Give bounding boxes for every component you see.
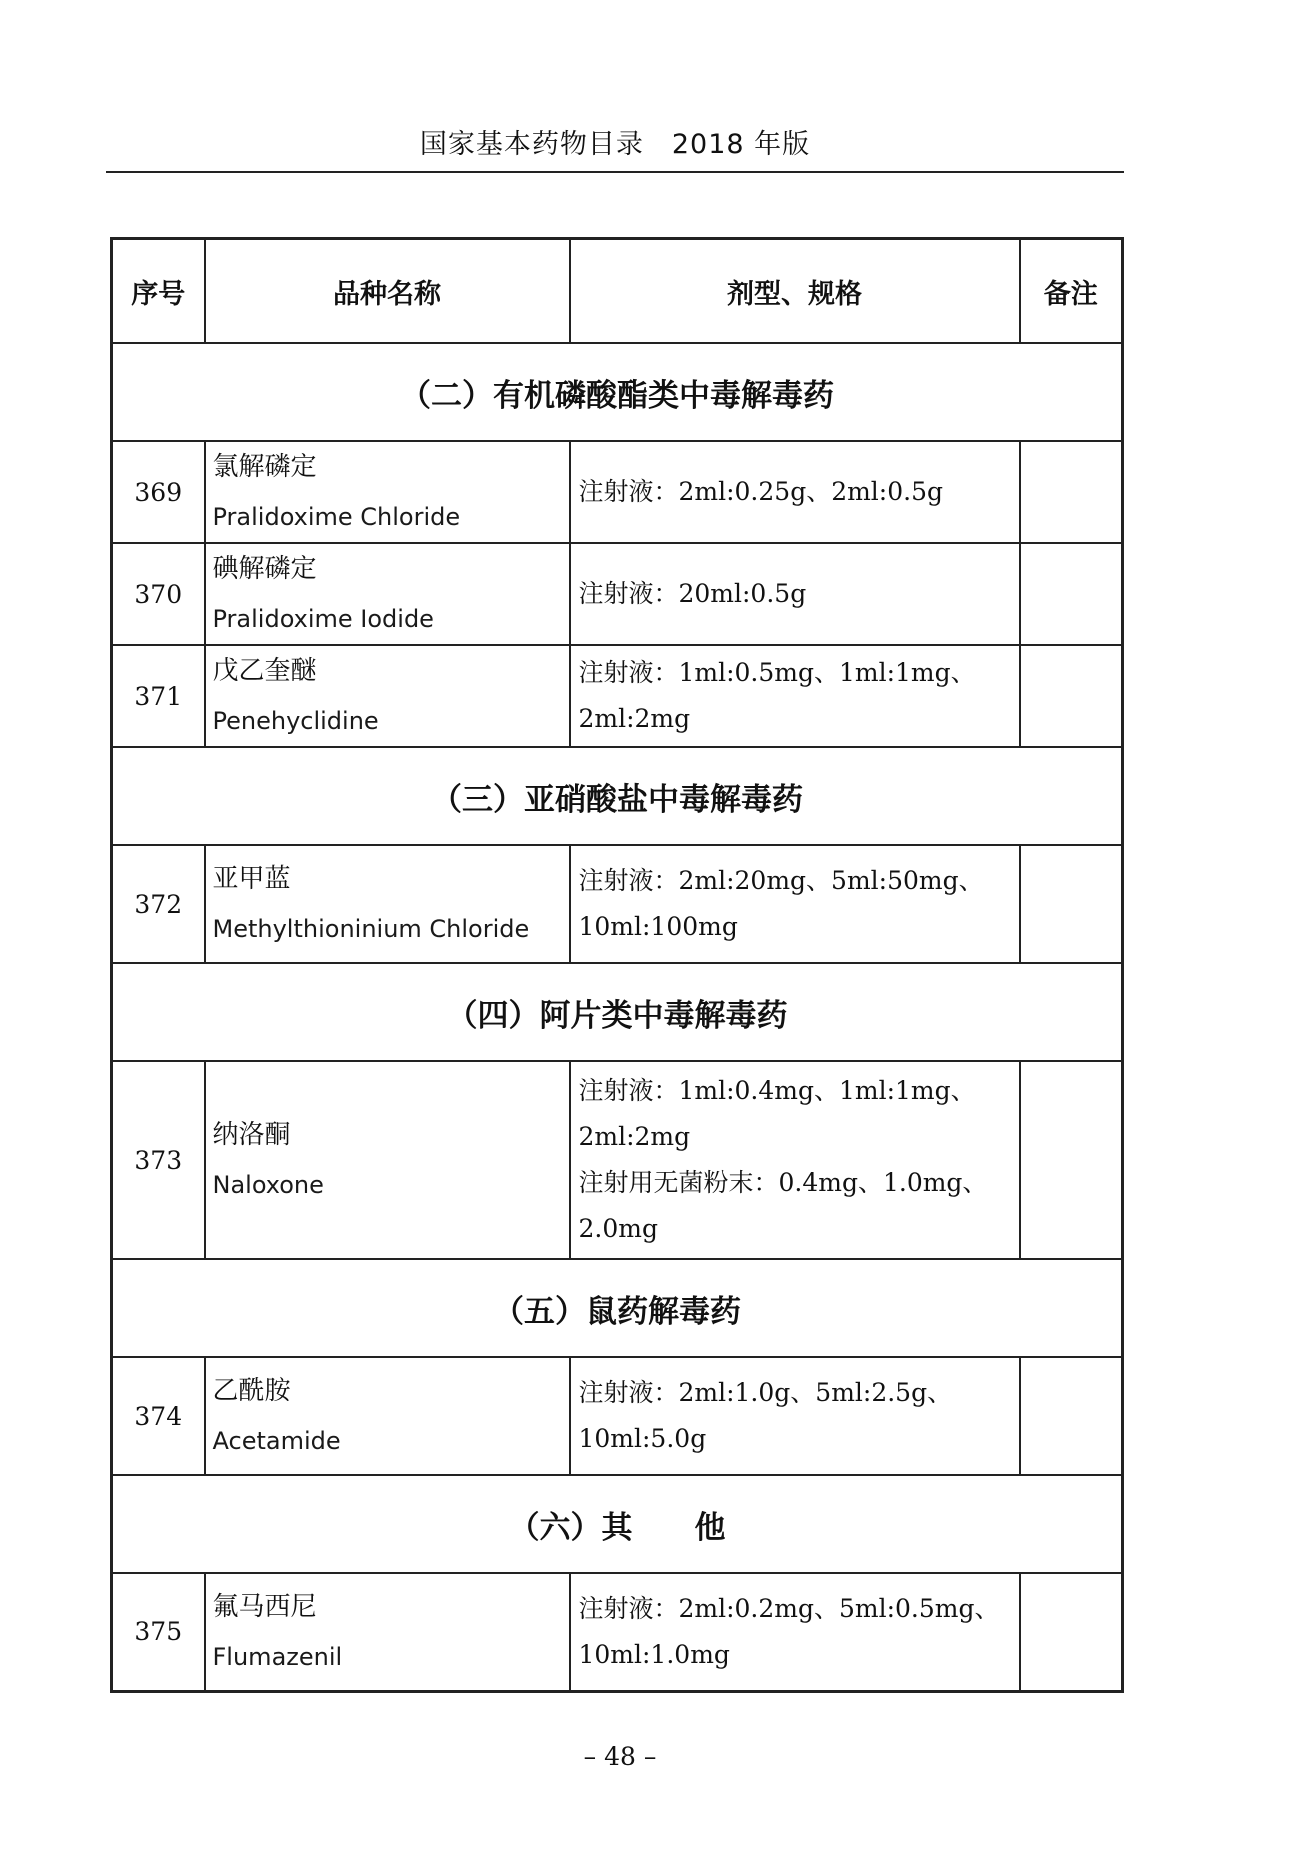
drug-name-chinese: 碘解磷定 — [212, 554, 317, 584]
drug-name-cell — [205, 1573, 570, 1691]
column-header-note: 备注 — [1020, 239, 1123, 344]
dosage-spec-cell — [570, 1357, 1020, 1475]
table-header-row — [112, 239, 1123, 344]
section-row — [112, 747, 1123, 845]
dosage-spec-cell — [570, 543, 1020, 645]
section-title: （三）亚硝酸盐中毒解毒药 — [112, 747, 1123, 845]
drug-name-english: Penehyclidine — [212, 707, 379, 735]
dosage-spec-line: 注射液：20ml:0.5g — [578, 579, 807, 608]
drug-name-english: Methylthioninium Chloride — [212, 915, 530, 943]
drug-name-english: Naloxone — [212, 1171, 324, 1199]
section-title: （四）阿片类中毒解毒药 — [112, 963, 1123, 1061]
column-header-spec: 剂型、规格 — [570, 239, 1020, 344]
table-row — [112, 1573, 1123, 1691]
table-row — [112, 845, 1123, 963]
table-row — [112, 1061, 1123, 1259]
row-number: 375 — [112, 1573, 205, 1691]
drug-name-chinese: 戊乙奎醚 — [212, 656, 317, 686]
page-header-title: 国家基本药物目录 2018 年版 — [419, 129, 811, 160]
drug-name-english: Acetamide — [212, 1427, 341, 1455]
dosage-spec-cell — [570, 845, 1020, 963]
section-row — [112, 963, 1123, 1061]
dosage-spec-line: 注射液：2ml:1.0g、5ml:2.5g、 — [578, 1378, 953, 1407]
dosage-spec-line: 注射用无菌粉末：0.4mg、1.0mg、 — [578, 1168, 988, 1197]
drug-name-chinese: 氟马西尼 — [212, 1591, 317, 1622]
remark-cell — [1020, 845, 1123, 963]
dosage-spec-line: 注射液：1ml:0.5mg、1ml:1mg、 — [578, 658, 976, 687]
section-row — [112, 1475, 1123, 1573]
dosage-spec-cell — [570, 1061, 1020, 1259]
drug-name-cell — [205, 441, 570, 543]
dosage-spec-cell — [570, 1573, 1020, 1691]
drug-name-chinese: 乙酰胺 — [212, 1376, 291, 1406]
remark-cell — [1020, 645, 1123, 747]
dosage-spec-line: 10ml:5.0g — [578, 1424, 707, 1453]
header-rule — [106, 171, 1124, 173]
column-header-no: 序号 — [112, 239, 205, 344]
dosage-spec-cell — [570, 645, 1020, 747]
dosage-spec-line: 注射液：1ml:0.4mg、1ml:1mg、 — [578, 1076, 976, 1105]
remark-cell — [1020, 441, 1123, 543]
row-number: 370 — [112, 543, 205, 645]
table-row — [112, 441, 1123, 543]
drug-name-cell — [205, 645, 570, 747]
table-row — [112, 543, 1123, 645]
dosage-spec-cell — [570, 441, 1020, 543]
remark-cell — [1020, 1061, 1123, 1259]
column-header-name: 品种名称 — [205, 239, 570, 344]
drug-name-chinese: 亚甲蓝 — [212, 864, 291, 894]
drug-name-chinese: 氯解磷定 — [212, 452, 317, 482]
drug-name-chinese: 纳洛酮 — [212, 1120, 291, 1150]
section-title: （六）其 他 — [112, 1475, 1123, 1573]
drug-name-english: Flumazenil — [212, 1642, 343, 1671]
drug-name-cell — [205, 845, 570, 963]
dosage-spec-line: 2ml:2mg — [578, 1122, 691, 1151]
dosage-spec-line: 2.0mg — [578, 1214, 658, 1243]
table-row — [112, 645, 1123, 747]
dosage-spec-line: 注射液：2ml:0.2mg、5ml:0.5mg、 — [578, 1593, 1000, 1623]
dosage-spec-line: 2ml:2mg — [578, 704, 691, 733]
remark-cell — [1020, 543, 1123, 645]
dosage-spec-line: 注射液：2ml:20mg、5ml:50mg、 — [578, 866, 984, 895]
drug-catalog-table — [110, 237, 1124, 1693]
section-title: （二）有机磷酸酯类中毒解毒药 — [112, 343, 1123, 441]
row-number: 373 — [112, 1061, 205, 1259]
drug-name-cell — [205, 1061, 570, 1259]
drug-name-cell — [205, 1357, 570, 1475]
row-number: 372 — [112, 845, 205, 963]
drug-name-cell — [205, 543, 570, 645]
dosage-spec-line: 10ml:1.0mg — [578, 1639, 730, 1669]
page-number: – 48 – — [583, 1742, 657, 1771]
drug-name-english: Pralidoxime Iodide — [212, 605, 434, 633]
remark-cell — [1020, 1573, 1123, 1691]
row-number: 369 — [112, 441, 205, 543]
dosage-spec-line: 10ml:100mg — [578, 912, 738, 941]
row-number: 374 — [112, 1357, 205, 1475]
drug-name-english: Pralidoxime Chloride — [212, 503, 461, 531]
dosage-spec-line: 注射液：2ml:0.25g、2ml:0.5g — [578, 477, 943, 506]
section-row — [112, 343, 1123, 441]
section-row — [112, 1259, 1123, 1357]
section-title: （五）鼠药解毒药 — [112, 1259, 1123, 1357]
remark-cell — [1020, 1357, 1123, 1475]
table-row — [112, 1357, 1123, 1475]
row-number: 371 — [112, 645, 205, 747]
